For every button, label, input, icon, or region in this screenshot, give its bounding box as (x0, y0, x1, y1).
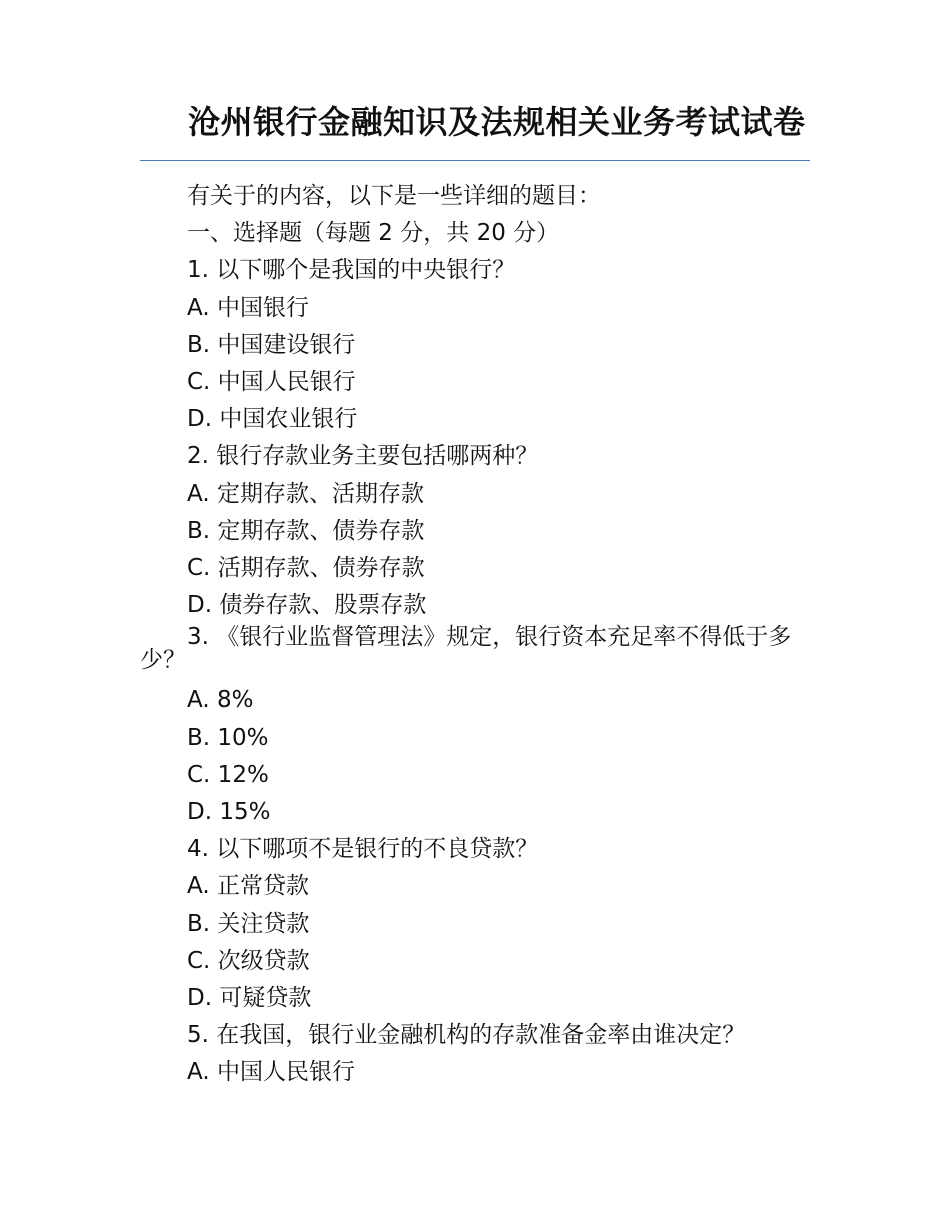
document-title: 沧州银行金融知识及法规相关业务考试试卷 (188, 104, 806, 141)
question-1: 1. 以下哪个是我国的中央银行？ (187, 257, 516, 284)
title-divider (140, 160, 810, 161)
question-2: 2. 银行存款业务主要包括哪两种？ (187, 443, 539, 470)
question-1-option-b: B. 中国建设银行 (187, 331, 356, 358)
question-3-option-b: B. 10% (187, 724, 269, 751)
question-3: 3. 《银行业监督管理法》规定，银行资本充足率不得低于多少？ (140, 624, 792, 674)
intro-text: 有关于的内容，以下是一些详细的题目： (187, 183, 601, 209)
question-4: 4. 以下哪项不是银行的不良贷款？ (187, 836, 539, 863)
question-2-option-b: B. 定期存款、债券存款 (187, 517, 425, 544)
question-4-option-d: D. 可疑贷款 (187, 985, 312, 1012)
question-4-option-c: C. 次级贷款 (187, 947, 310, 974)
question-3-option-d: D. 15% (187, 799, 271, 826)
question-4-option-b: B. 关注贷款 (187, 910, 310, 937)
question-3-option-c: C. 12% (187, 761, 269, 788)
question-1-option-d: D. 中国农业银行 (187, 406, 358, 433)
question-2-option-c: C. 活期存款、债券存款 (187, 555, 425, 582)
question-1-option-c: C. 中国人民银行 (187, 369, 356, 396)
question-2-option-a: A. 定期存款、活期存款 (187, 480, 424, 507)
section-heading: 一、选择题（每题 2 分，共 20 分） (187, 220, 560, 247)
question-5-option-a: A. 中国人民银行 (187, 1059, 355, 1086)
question-1-option-a: A. 中国银行 (187, 294, 309, 321)
question-5: 5. 在我国，银行业金融机构的存款准备金率由谁决定？ (187, 1022, 746, 1049)
question-3-option-a: A. 8% (187, 687, 254, 714)
question-2-option-d: D. 债券存款、股票存款 (187, 592, 427, 619)
document-body (140, 178, 810, 1092)
question-4-option-a: A. 正常贷款 (187, 873, 309, 900)
